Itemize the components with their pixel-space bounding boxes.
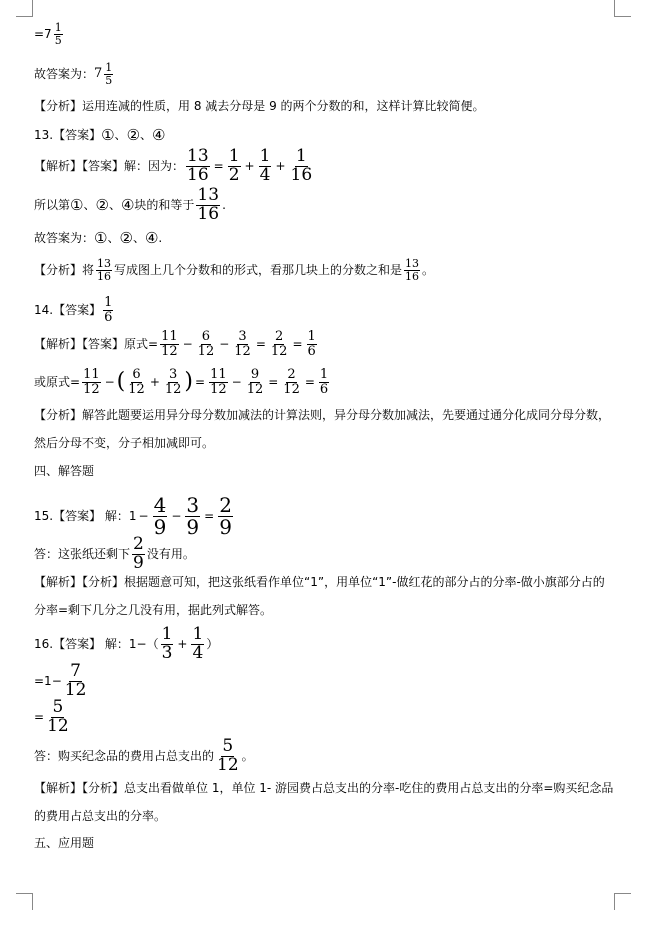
fraction bbox=[46, 699, 70, 736]
text: 没有用。 bbox=[146, 547, 195, 562]
denominator: 12 bbox=[128, 381, 145, 397]
fraction bbox=[186, 148, 210, 185]
minus-sign: − bbox=[138, 509, 149, 524]
denominator: 12 bbox=[234, 343, 251, 359]
circled-number: ④ bbox=[120, 196, 135, 215]
numerator: 13 bbox=[405, 257, 420, 270]
numerator: 1 bbox=[105, 61, 113, 74]
text: 故答案为： bbox=[34, 230, 95, 245]
text: 15.【答案】 解：1 bbox=[34, 509, 137, 524]
corner-mark-bottom-left bbox=[16, 893, 33, 910]
denominator: 12 bbox=[217, 754, 239, 775]
separator: 、 bbox=[114, 127, 127, 142]
denominator: 6 bbox=[307, 343, 316, 359]
fraction bbox=[160, 330, 179, 358]
period: . bbox=[158, 230, 163, 245]
q16-step-2 bbox=[34, 699, 72, 736]
fraction bbox=[307, 330, 317, 358]
plus-sign: + bbox=[177, 637, 188, 652]
circled-number: ① bbox=[94, 229, 108, 247]
numerator: 3 bbox=[169, 367, 178, 382]
fraction bbox=[233, 330, 252, 358]
q15-answer bbox=[34, 495, 235, 538]
numerator: 11 bbox=[161, 329, 178, 344]
q13-final-answer bbox=[34, 229, 162, 247]
corner-mark-top-right bbox=[614, 0, 631, 17]
numerator: 1 bbox=[259, 146, 271, 166]
numerator: 3 bbox=[186, 493, 200, 517]
text: 13.【答案】 bbox=[34, 127, 102, 142]
section-heading-4 bbox=[34, 464, 94, 478]
denominator: 12 bbox=[210, 381, 227, 397]
denominator: 16 bbox=[197, 203, 220, 224]
numerator: 4 bbox=[153, 493, 167, 517]
numerator: 1 bbox=[54, 21, 62, 34]
numerator: 13 bbox=[197, 185, 220, 205]
fraction bbox=[164, 368, 183, 396]
answer-line bbox=[34, 62, 115, 86]
equals-sign: = bbox=[204, 509, 215, 524]
denominator: 12 bbox=[164, 381, 182, 397]
text: 【分析】解答此题要运用异分母分数加减法的计算法则，异分母分数加减法，先要通过通分化成同分母分数，然后分母不变，分子相加减即可。 bbox=[34, 408, 611, 450]
text: 故答案为： bbox=[34, 66, 95, 81]
numerator: 5 bbox=[52, 697, 64, 717]
numerator: 2 bbox=[219, 493, 232, 517]
numerator: 1 bbox=[192, 624, 204, 644]
fraction bbox=[290, 148, 314, 185]
text: 【分析】运用连减的性质，用 8 减去分母是 9 的两个分数的和，这样计算比较简便。 bbox=[34, 99, 485, 113]
numerator: 2 bbox=[275, 329, 284, 344]
fraction bbox=[103, 296, 113, 324]
denominator: 12 bbox=[64, 679, 87, 700]
denominator: 16 bbox=[187, 164, 209, 185]
minus-sign: − bbox=[231, 374, 242, 389]
numerator: 2 bbox=[133, 534, 144, 554]
fraction bbox=[246, 368, 265, 396]
fraction bbox=[82, 368, 101, 396]
whole-number: 7 bbox=[94, 66, 103, 82]
denominator: 16 bbox=[97, 269, 112, 283]
denominator: 9 bbox=[219, 515, 232, 539]
q14-answer bbox=[34, 296, 115, 324]
numerator: 6 bbox=[201, 329, 211, 344]
separator: 、 bbox=[140, 127, 153, 142]
circled-number: ④ bbox=[152, 126, 166, 144]
fraction bbox=[161, 626, 174, 663]
denominator: 12 bbox=[197, 343, 215, 359]
text: 五、应用题 bbox=[34, 836, 95, 850]
minus-sign: − bbox=[171, 509, 182, 524]
equals-sign: = bbox=[195, 374, 206, 389]
plus-sign: + bbox=[244, 159, 255, 174]
numerator: 1 bbox=[319, 367, 329, 382]
numerator: 9 bbox=[250, 367, 260, 382]
circled-number: ① bbox=[70, 196, 84, 215]
numerator: 13 bbox=[187, 146, 209, 166]
circled-number: ② bbox=[119, 229, 133, 247]
denominator: 16 bbox=[290, 164, 313, 185]
separator: 、 bbox=[132, 230, 145, 245]
text: 所以第 bbox=[34, 198, 71, 213]
circled-number: ② bbox=[95, 196, 109, 215]
denominator: 9 bbox=[186, 515, 200, 539]
right-paren: ) bbox=[184, 369, 194, 395]
text: =1− bbox=[34, 674, 62, 689]
q16-answer bbox=[34, 626, 218, 663]
numerator: 11 bbox=[83, 367, 100, 382]
text: 【解析】【答案】原式= bbox=[34, 336, 159, 351]
plus-sign: + bbox=[275, 159, 286, 174]
fraction bbox=[228, 148, 241, 185]
minus-sign: − bbox=[219, 336, 230, 351]
separator: 、 bbox=[83, 198, 96, 213]
text: 四、解答题 bbox=[34, 464, 95, 478]
circled-number: ② bbox=[126, 126, 141, 144]
fraction bbox=[404, 258, 420, 282]
q15-analysis bbox=[34, 568, 614, 624]
equals-sign: = bbox=[304, 374, 315, 389]
q14-analysis bbox=[34, 401, 614, 457]
period: . bbox=[222, 198, 226, 213]
denominator: 5 bbox=[54, 33, 62, 47]
text: 【解析】【答案】解：因为： bbox=[34, 159, 185, 174]
denominator: 3 bbox=[161, 642, 173, 663]
analysis-paragraph bbox=[34, 99, 485, 113]
separator: 、 bbox=[108, 198, 121, 213]
fraction bbox=[153, 495, 168, 538]
denominator: 12 bbox=[47, 715, 69, 736]
numerator: 7 bbox=[70, 661, 81, 681]
q13-conclusion bbox=[34, 187, 226, 224]
q13-analysis bbox=[34, 258, 434, 282]
text: 或原式= bbox=[34, 374, 81, 389]
equals-sign: = bbox=[213, 159, 224, 174]
fraction bbox=[282, 368, 301, 396]
denominator: 4 bbox=[192, 642, 204, 663]
text: 答：这张纸还剩下 bbox=[34, 547, 131, 562]
numerator: 5 bbox=[222, 736, 234, 756]
numerator: 6 bbox=[132, 367, 141, 382]
q13-answer bbox=[34, 126, 165, 144]
numerator: 3 bbox=[238, 329, 247, 344]
denominator: 5 bbox=[105, 73, 113, 87]
denominator: 12 bbox=[283, 381, 300, 397]
fraction bbox=[104, 62, 113, 86]
text: =7 bbox=[34, 26, 52, 41]
circled-number: ④ bbox=[144, 229, 159, 247]
period: 。 bbox=[241, 749, 254, 764]
fraction bbox=[196, 187, 220, 224]
q16-statement bbox=[34, 738, 254, 775]
text: 块的和等于 bbox=[134, 198, 195, 213]
numerator: 11 bbox=[210, 367, 227, 382]
minus-sign: − bbox=[104, 374, 115, 389]
fraction bbox=[218, 495, 233, 538]
fraction bbox=[191, 626, 204, 663]
fraction bbox=[96, 258, 112, 282]
plus-sign: + bbox=[149, 374, 160, 389]
equals-sign: = bbox=[255, 336, 266, 351]
q14-solution bbox=[34, 330, 319, 358]
denominator: 12 bbox=[246, 381, 264, 397]
denominator: 12 bbox=[161, 343, 178, 359]
corner-mark-bottom-right bbox=[614, 893, 631, 910]
denominator: 9 bbox=[153, 515, 167, 539]
section-heading-5 bbox=[34, 836, 94, 850]
fraction bbox=[64, 663, 88, 700]
fraction bbox=[270, 330, 289, 358]
fraction bbox=[319, 368, 329, 396]
fraction bbox=[197, 330, 216, 358]
fraction bbox=[259, 148, 272, 185]
text: 【解析】【分析】总支出看做单位 1，单位 1- 游园费占总支出的分率-吃住的费用占总支出的分率=购买纪念品的费用占总支出的分率。 bbox=[34, 781, 614, 823]
text: 【分析】将 bbox=[34, 262, 95, 277]
text: 写成图上几个分数和的形式，看那几块上的分数之和是 bbox=[114, 262, 403, 277]
equals-sign: = bbox=[292, 336, 303, 351]
left-paren: ( bbox=[116, 369, 126, 395]
numerator: 1 bbox=[295, 146, 307, 166]
minus-sign: − bbox=[182, 336, 193, 351]
denominator: 9 bbox=[133, 552, 144, 573]
denominator: 4 bbox=[259, 164, 271, 185]
denominator: 16 bbox=[405, 269, 420, 283]
numerator: 1 bbox=[307, 329, 316, 344]
fraction bbox=[209, 368, 228, 396]
text: 14.【答案】 bbox=[34, 302, 102, 317]
fraction bbox=[185, 495, 200, 538]
numerator: 13 bbox=[97, 257, 112, 270]
fraction bbox=[127, 368, 146, 396]
numerator: 1 bbox=[104, 295, 113, 310]
equals-sign: = bbox=[268, 374, 279, 389]
fraction bbox=[54, 22, 63, 46]
denominator: 12 bbox=[83, 381, 100, 397]
denominator: 12 bbox=[270, 343, 288, 359]
separator: 、 bbox=[107, 230, 120, 245]
denominator: 2 bbox=[228, 164, 240, 185]
corner-mark-top-left bbox=[16, 0, 33, 17]
denominator: 6 bbox=[319, 381, 329, 397]
numerator: 2 bbox=[287, 367, 296, 382]
denominator: 6 bbox=[104, 309, 113, 325]
numerator: 1 bbox=[228, 146, 240, 166]
text: = bbox=[34, 710, 45, 725]
text: 【解析】【分析】根据题意可知，把这张纸看作单位“1”，用单位“1”-做红花的部分占的分率-做小旗部分占的分率=剩下几分之几没有用，据此列式解答。 bbox=[34, 575, 605, 617]
result-line bbox=[34, 22, 65, 46]
numerator: 1 bbox=[161, 624, 173, 644]
period: 。 bbox=[422, 262, 435, 277]
q16-step-1 bbox=[34, 663, 89, 700]
q16-analysis bbox=[34, 774, 614, 830]
q14-alt-solution bbox=[34, 368, 331, 396]
q13-solution bbox=[34, 148, 315, 185]
fraction bbox=[216, 738, 240, 775]
right-paren: ） bbox=[206, 637, 219, 652]
text: 16.【答案】 解：1−（ bbox=[34, 637, 159, 652]
text: 答：购买纪念品的费用占总支出的 bbox=[34, 749, 215, 764]
circled-number: ① bbox=[101, 126, 115, 144]
